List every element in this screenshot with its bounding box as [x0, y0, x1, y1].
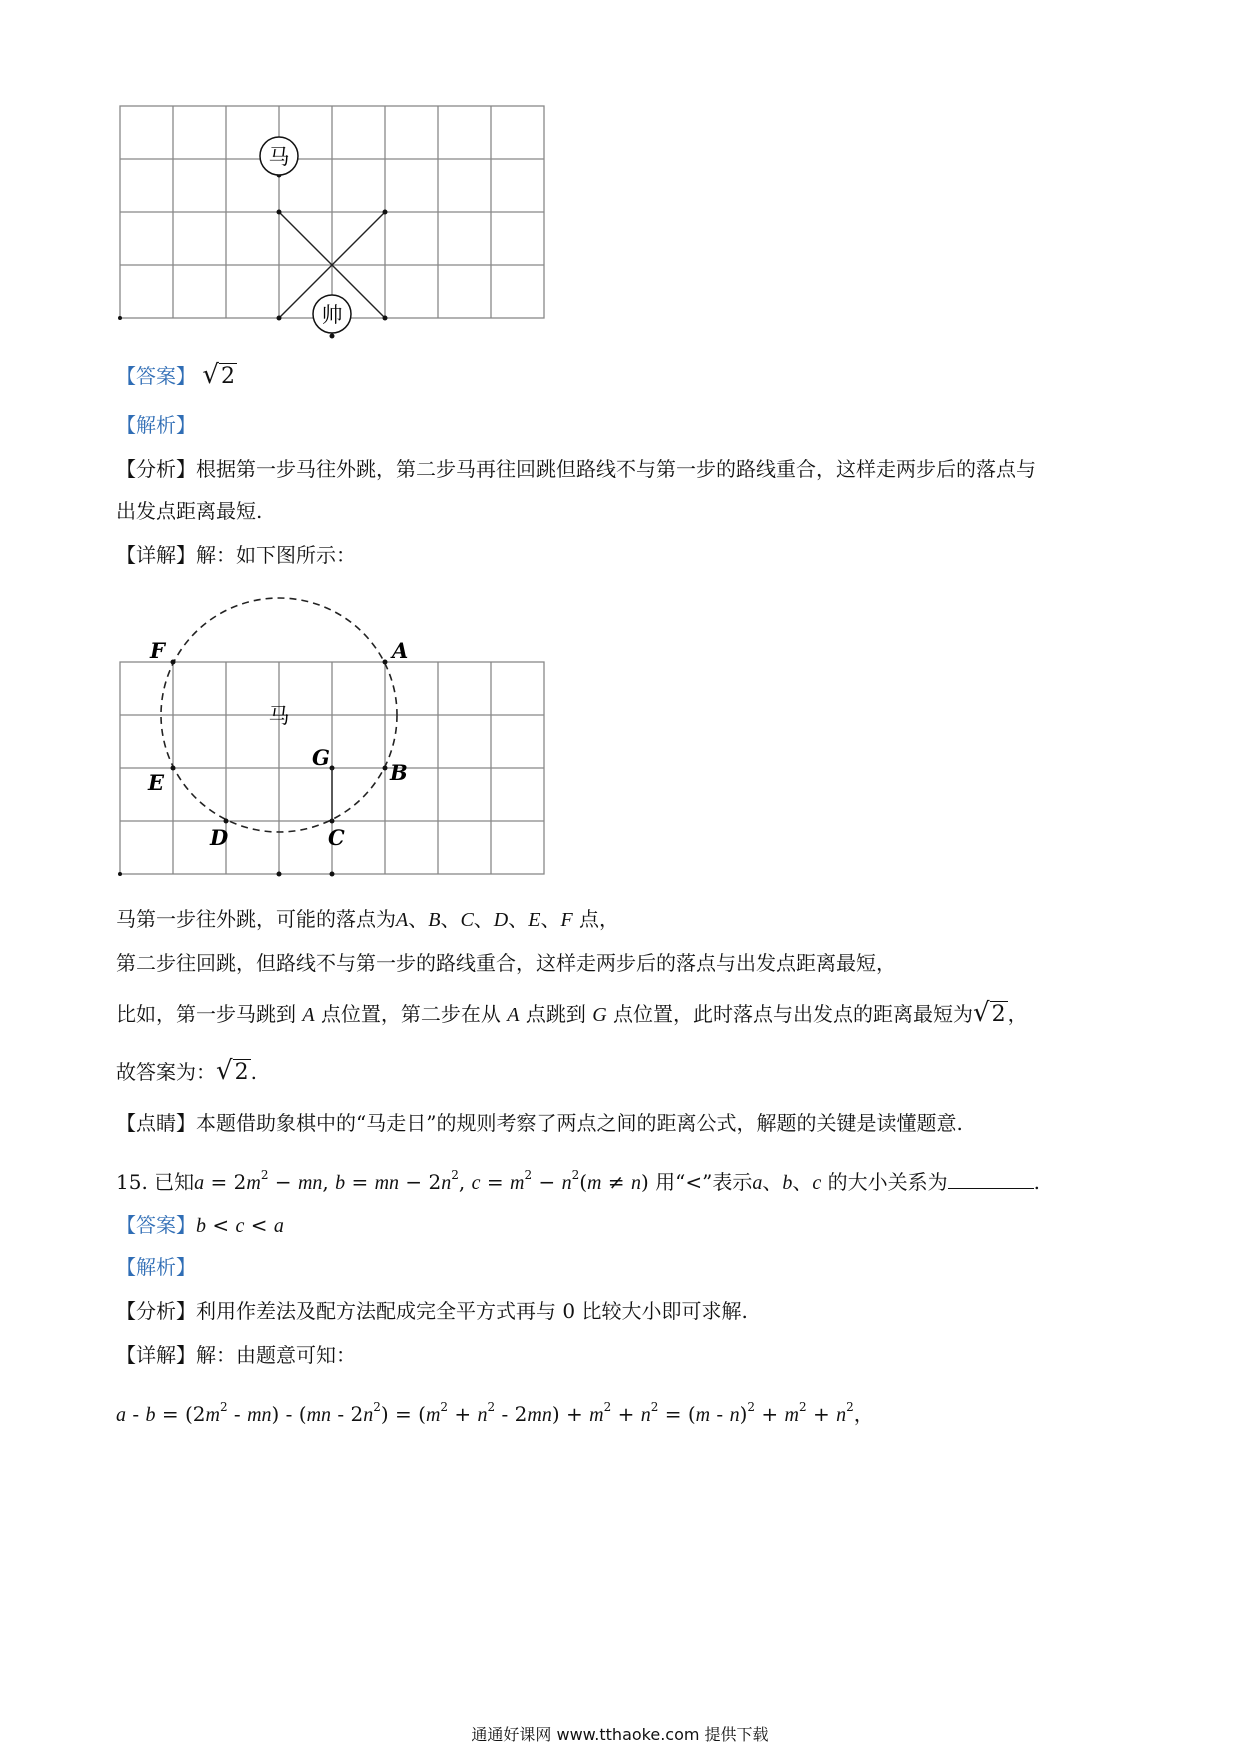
q14-line-4: 故答案为：√2 .: [116, 1056, 257, 1086]
q15-answer: 【答案】b < c < a: [116, 1213, 284, 1237]
label-C: C: [328, 825, 345, 850]
q15-fenxi: 【分析】利用作差法及配方法配成完全平方式再与 0 比较大小即可求解.: [116, 1299, 748, 1323]
answer-tag: 【答案】: [116, 364, 196, 388]
q14-fenxi-line-1: 【分析】根据第一步马往外跳，第二步马再往回跳但路线不与第一步的路线重合，这样走两步后的落点与: [116, 457, 1036, 481]
q14-line-2: 第二步往回跳，但路线不与第一步的路线重合，这样走两步后的落点与出发点距离最短，: [116, 951, 896, 975]
label-B: B: [390, 760, 408, 785]
q15-analysis-tag: 【解析】: [116, 1255, 196, 1279]
q15-detail: 【详解】解：由题意可知：: [116, 1343, 356, 1367]
horse-piece: [260, 137, 298, 175]
page-footer: 通通好课网 www.tthaoke.com 提供下载: [471, 1725, 769, 1744]
label-F: F: [150, 638, 165, 663]
q14-analysis-tag: 【解析】: [116, 413, 196, 437]
q14-line-1: 马第一步往外跳，可能的落点为A、B、C、D、E、F 点，: [116, 907, 620, 931]
label-D: D: [210, 825, 229, 850]
q14-answer: [116, 360, 237, 392]
q14-fenxi-line-2: 出发点距离最短.: [116, 499, 263, 523]
q15-question: 15. 已知$a = 2m^2$ − mn, b = mn − $2n^2$, $c = m^2 - n^2(m \ne n)$ 用“<”表示a、b、c 的大小关系为 .: [116, 1168, 1040, 1194]
figure-chessboard-1: [112, 96, 612, 376]
figure-chessboard-2: [112, 590, 612, 890]
answer-blank: [948, 1168, 1034, 1189]
board-grid: [120, 106, 544, 318]
q14-line-3: 比如，第一步马跳到 A 点位置，第二步在从 A 点跳到 G 点位置，此时落点与出发点的距离最短为√2 ，: [116, 998, 1028, 1028]
label-G: G: [312, 745, 330, 770]
sqrt-2: √2: [202, 360, 235, 390]
general-label: 帅: [321, 303, 343, 327]
label-E: E: [148, 770, 165, 795]
horse-label: 马: [268, 145, 290, 169]
q14-point: 【点睛】本题借助象棋中的“马走日”的规则考察了两点之间的距离公式，解题的关键是读懂题意.: [116, 1111, 963, 1135]
horse-label-2: 马: [268, 704, 290, 728]
label-A: A: [392, 638, 409, 663]
general-piece: [313, 295, 351, 333]
q15-equation: $a - b = (2m^2 - mn) - (mn - 2n^2) = (m^2 + n^2 - 2mn) + m^2 + n^2 = (m - n)^2 + m^2 + n^2$，: [116, 1400, 874, 1426]
q14-detail: 【详解】解：如下图所示：: [116, 543, 356, 567]
